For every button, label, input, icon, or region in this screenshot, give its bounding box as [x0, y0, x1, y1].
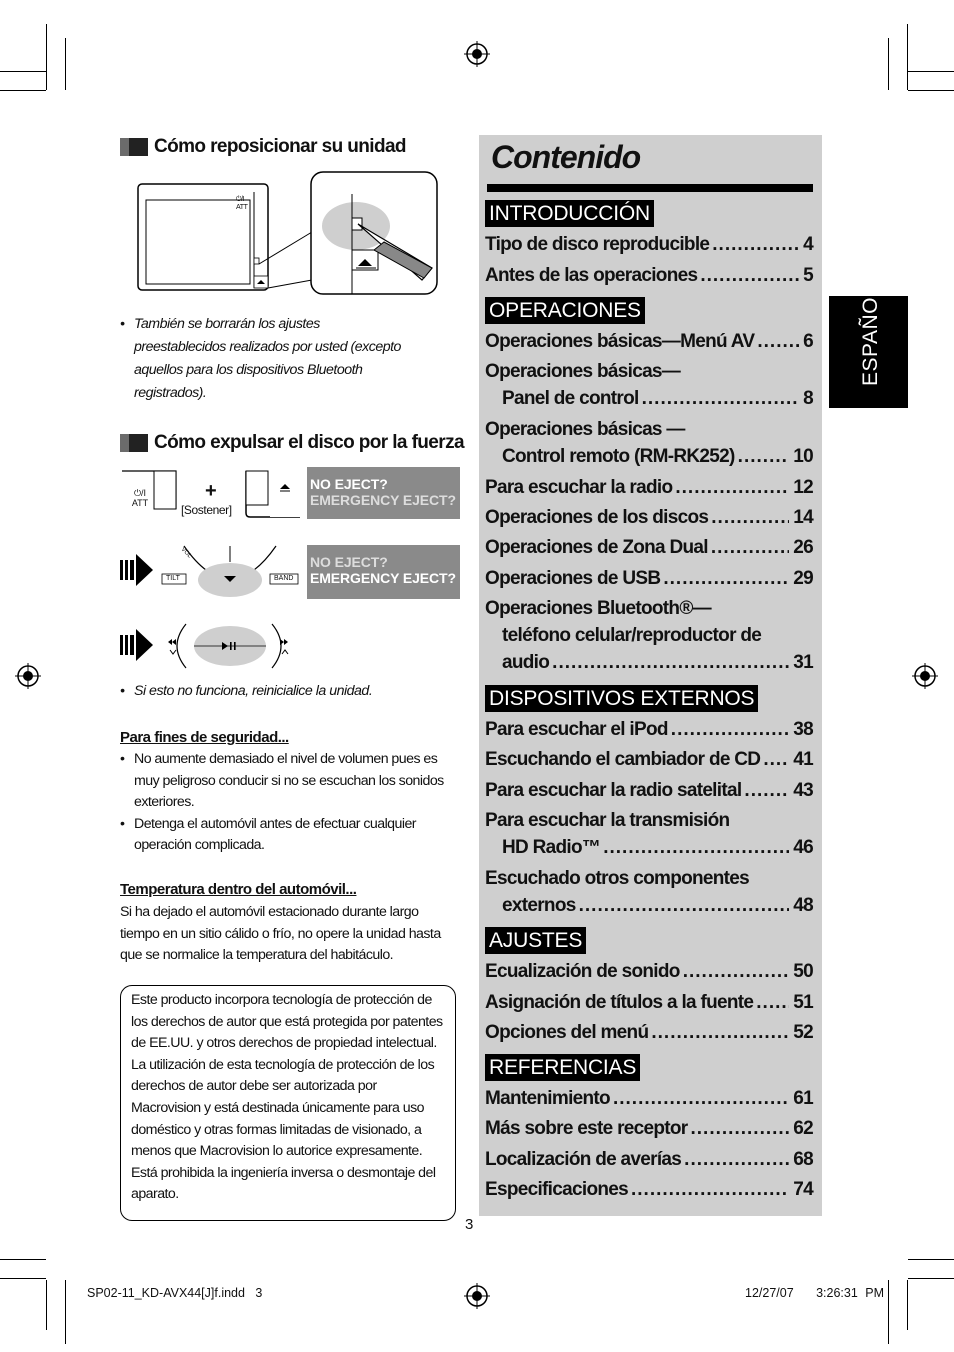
- toc-entry-page: 46: [793, 837, 813, 858]
- section-title-text: Cómo expulsar el disco por la fuerza: [154, 432, 464, 453]
- crop-mark: [908, 90, 954, 91]
- toc-category-referencias: REFERENCIAS: [485, 1054, 640, 1081]
- control-dial-press-illustration: [164, 620, 300, 672]
- temperature-text: Si ha dejado el automóvil estacionado durante largo tiempo en un sitio cálido o frío, no opere la unidad hasta que se normalice la temperatura del habitáculo.: [120, 904, 441, 964]
- toc-entry-label: externos: [502, 895, 576, 916]
- toc-entry-label: Para escuchar el iPod: [485, 719, 668, 740]
- section-marker-icon: [120, 138, 148, 156]
- att-sub-label: ATT: [131, 498, 149, 508]
- toc-entry[interactable]: [485, 1019, 813, 1046]
- lcd-line-2: EMERGENCY EJECT?: [310, 492, 456, 508]
- registration-mark-icon: [15, 663, 41, 689]
- vol-label: VOL: [179, 546, 193, 560]
- crop-mark: [907, 24, 908, 90]
- safety-list: [120, 749, 460, 857]
- toc-entry-page: 52: [793, 1022, 813, 1043]
- crop-mark: [46, 24, 47, 90]
- language-tab: [829, 284, 908, 408]
- crop-mark: [46, 1280, 47, 1330]
- toc-entry-page: 12: [793, 477, 813, 498]
- crop-mark: [888, 1280, 889, 1344]
- toc-entry-page: 74: [793, 1179, 813, 1200]
- toc-entry-label: Localización de averías: [485, 1149, 682, 1170]
- toc-entry-page: 61: [793, 1088, 813, 1109]
- crop-mark: [888, 38, 889, 90]
- toc-entry-label: Operaciones de los discos: [485, 507, 709, 528]
- crop-mark: [0, 90, 46, 91]
- device-att-label: ⏻/I ATT: [236, 196, 248, 211]
- toc-entry-label: Operaciones de USB: [485, 568, 661, 589]
- toc-entry-label: Operaciones de Zona Dual: [485, 537, 708, 558]
- toc-entry-page: 50: [793, 961, 813, 982]
- registration-mark-icon: [464, 1283, 490, 1309]
- att-button-label: [129, 488, 151, 508]
- toc-entry-page: 14: [793, 507, 813, 528]
- toc-entry-label: Panel de control: [502, 388, 639, 409]
- crop-mark: [0, 71, 46, 72]
- lcd-line-1: NO EJECT?: [310, 476, 388, 492]
- toc-category-dispositivos: DISPOSITIVOS EXTERNOS: [485, 685, 758, 712]
- toc-category-introduccion: INTRODUCCIÓN: [485, 200, 654, 227]
- toc-entry-label: Operaciones básicas—: [485, 361, 681, 382]
- toc-entry-label: Control remoto (RM-RK252): [502, 446, 735, 467]
- toc-entry[interactable]: [485, 865, 813, 919]
- toc-entry[interactable]: [485, 807, 813, 861]
- toc-entry-page: 62: [793, 1118, 813, 1139]
- toc-entry[interactable]: [485, 534, 813, 561]
- page-number: 3: [465, 1216, 474, 1233]
- registration-mark-icon: [912, 663, 938, 689]
- toc-entry-label: Opciones del menú: [485, 1022, 649, 1043]
- toc-entry[interactable]: [485, 1085, 813, 1112]
- toc-entry-page: 4: [803, 234, 813, 255]
- language-tab-label: ESPAÑOL: [859, 284, 882, 386]
- toc-entry-label: Para escuchar la transmisión: [485, 810, 730, 831]
- toc-entry-page: 51: [793, 992, 813, 1013]
- toc-entry-page: 41: [793, 749, 813, 770]
- toc-entry-label: Antes de las operaciones: [485, 265, 698, 286]
- toc-entry[interactable]: [485, 416, 813, 470]
- crop-mark: [0, 1259, 46, 1260]
- crop-mark: [908, 1259, 954, 1260]
- eject-note-text: Si esto no funciona, reinicialice la unidad.: [134, 683, 373, 699]
- toc-entry-label: Más sobre este receptor: [485, 1118, 688, 1139]
- copyright-box: Este producto incorpora tecnología de protección de los derechos de autor que está protegida por patentes de EE.UU. y otros derechos de propiedad intelectual. La utilización de esta tecnología de protección de los derechos de autor debe ser autorizada por Macrovision y está destinada únicamente para uso doméstico y otras formas limitadas de visionado, a menos que Macrovision lo autorice expresamente. Está prohibida la ingeniería inversa o desmontaje del aparato.: [120, 985, 456, 1221]
- toc-title: Contenido: [491, 139, 641, 175]
- toc-title-rule: [487, 184, 813, 192]
- toc-entry-page: 68: [793, 1149, 813, 1170]
- crop-mark: [908, 71, 954, 72]
- toc-entry-label: Mantenimiento: [485, 1088, 610, 1109]
- toc-entry-label: Para escuchar la radio: [485, 477, 673, 498]
- toc-entry[interactable]: [485, 989, 813, 1016]
- toc-entry[interactable]: [485, 231, 813, 258]
- crop-mark: [0, 1278, 46, 1279]
- footer-file-info: SP02-11_KD-AVX44[J]f.indd 3: [87, 1286, 263, 1300]
- toc-entry[interactable]: [485, 746, 813, 773]
- toc-entry-label: HD Radio™: [502, 837, 601, 858]
- toc-entry-page: 29: [793, 568, 813, 589]
- toc-entry[interactable]: [485, 504, 813, 531]
- toc-entry-label: audio: [502, 652, 550, 673]
- toc-entry[interactable]: [485, 716, 813, 743]
- toc-entry-label: Asignación de títulos a la fuente: [485, 992, 754, 1013]
- toc-entry-label: Operaciones básicas—Menú AV: [485, 331, 755, 352]
- lcd-display-2: [307, 545, 460, 599]
- toc-entry-label: Tipo de disco reproducible: [485, 234, 710, 255]
- toc-entry-page: 5: [803, 265, 813, 286]
- toc-entry-page: 38: [793, 719, 813, 740]
- toc-panel: [479, 135, 822, 1216]
- lcd-display-1: [307, 467, 460, 519]
- toc-entry-label: Para escuchar la radio satelital: [485, 780, 742, 801]
- eject-note: • Si esto no funciona, reinicialice la unidad.: [120, 680, 450, 703]
- unit-reset-illustration: [136, 170, 440, 298]
- crop-mark: [907, 1280, 908, 1330]
- toc-entry[interactable]: [485, 262, 813, 289]
- tilt-label: TILT: [166, 575, 180, 582]
- section-title-eject: [120, 432, 464, 454]
- step-arrow-icon: [120, 629, 154, 661]
- toc-category-operaciones: OPERACIONES: [485, 297, 645, 324]
- safety-item: • No aumente demasiado el nivel de volumen pues es muy peligroso conducir si no se escuchan los sonidos exteriores.: [120, 749, 460, 814]
- reset-note-text: También se borrarán los ajustes preestablecidos realizados por usted (excepto aquellos para los dispositivos Bluetooth registrados).: [134, 316, 401, 401]
- toc-entry-label: Escuchado otros componentes: [485, 868, 750, 889]
- temperature-heading: Temperatura dentro del automóvil...: [120, 881, 357, 898]
- toc-entry-label: Especificaciones: [485, 1179, 628, 1200]
- plus-sign: +: [205, 480, 217, 502]
- toc-entry-label: teléfono celular/reproductor de: [502, 625, 762, 646]
- toc-entry[interactable]: [485, 474, 813, 501]
- step-arrow-icon: [120, 554, 154, 586]
- toc-entry-label: Operaciones Bluetooth®—: [485, 598, 711, 619]
- toc-entry[interactable]: [485, 1176, 813, 1203]
- band-label: BAND: [274, 575, 294, 582]
- toc-entry-label: Escuchando el cambiador de CD: [485, 749, 761, 770]
- toc-entry[interactable]: [485, 777, 813, 804]
- toc-entry-label: Ecualización de sonido: [485, 961, 680, 982]
- toc-entry[interactable]: [485, 595, 813, 676]
- toc-entry-page: 31: [793, 652, 813, 673]
- toc-entry-page: 10: [793, 446, 813, 467]
- safety-heading: Para fines de seguridad...: [120, 729, 289, 746]
- toc-entry-label: Operaciones básicas —: [485, 419, 685, 440]
- crop-mark: [65, 38, 66, 90]
- toc-entry-page: 26: [793, 537, 813, 558]
- crop-mark: [65, 1280, 66, 1344]
- safety-item: • Detenga el automóvil antes de efectuar cualquier operación complicada.: [120, 814, 460, 857]
- toc-category-ajustes: AJUSTES: [485, 927, 586, 954]
- toc-entry[interactable]: [485, 565, 813, 592]
- toc-entry[interactable]: [485, 358, 813, 412]
- toc-entry[interactable]: [485, 958, 813, 985]
- att-power-label: ⏻/I: [133, 488, 147, 498]
- toc-entry-page: 43: [793, 780, 813, 801]
- lcd-line-1: NO EJECT?: [310, 554, 388, 570]
- registration-mark-icon: [464, 41, 490, 67]
- section-marker-icon: [120, 434, 148, 452]
- crop-mark: [908, 1278, 954, 1279]
- toc-entry-page: 48: [793, 895, 813, 916]
- hold-label: [Sostener]: [181, 503, 232, 517]
- toc-entry[interactable]: [485, 328, 813, 355]
- toc-entry-page: 8: [803, 388, 813, 409]
- toc-entry[interactable]: [485, 1146, 813, 1173]
- toc-entry[interactable]: [485, 1115, 813, 1142]
- reset-note: • También se borrarán los ajustes preestablecidos realizados por usted (excepto aquellos para los dispositivos Bluetooth registrados).: [120, 313, 410, 405]
- section-title-text: Cómo reposicionar su unidad: [154, 136, 406, 157]
- footer-timestamp: 12/27/07 3:26:31 PM: [745, 1286, 885, 1300]
- section-title-reposition: [120, 136, 406, 158]
- toc-entry-page: 6: [803, 331, 813, 352]
- lcd-line-2: EMERGENCY EJECT?: [310, 570, 456, 586]
